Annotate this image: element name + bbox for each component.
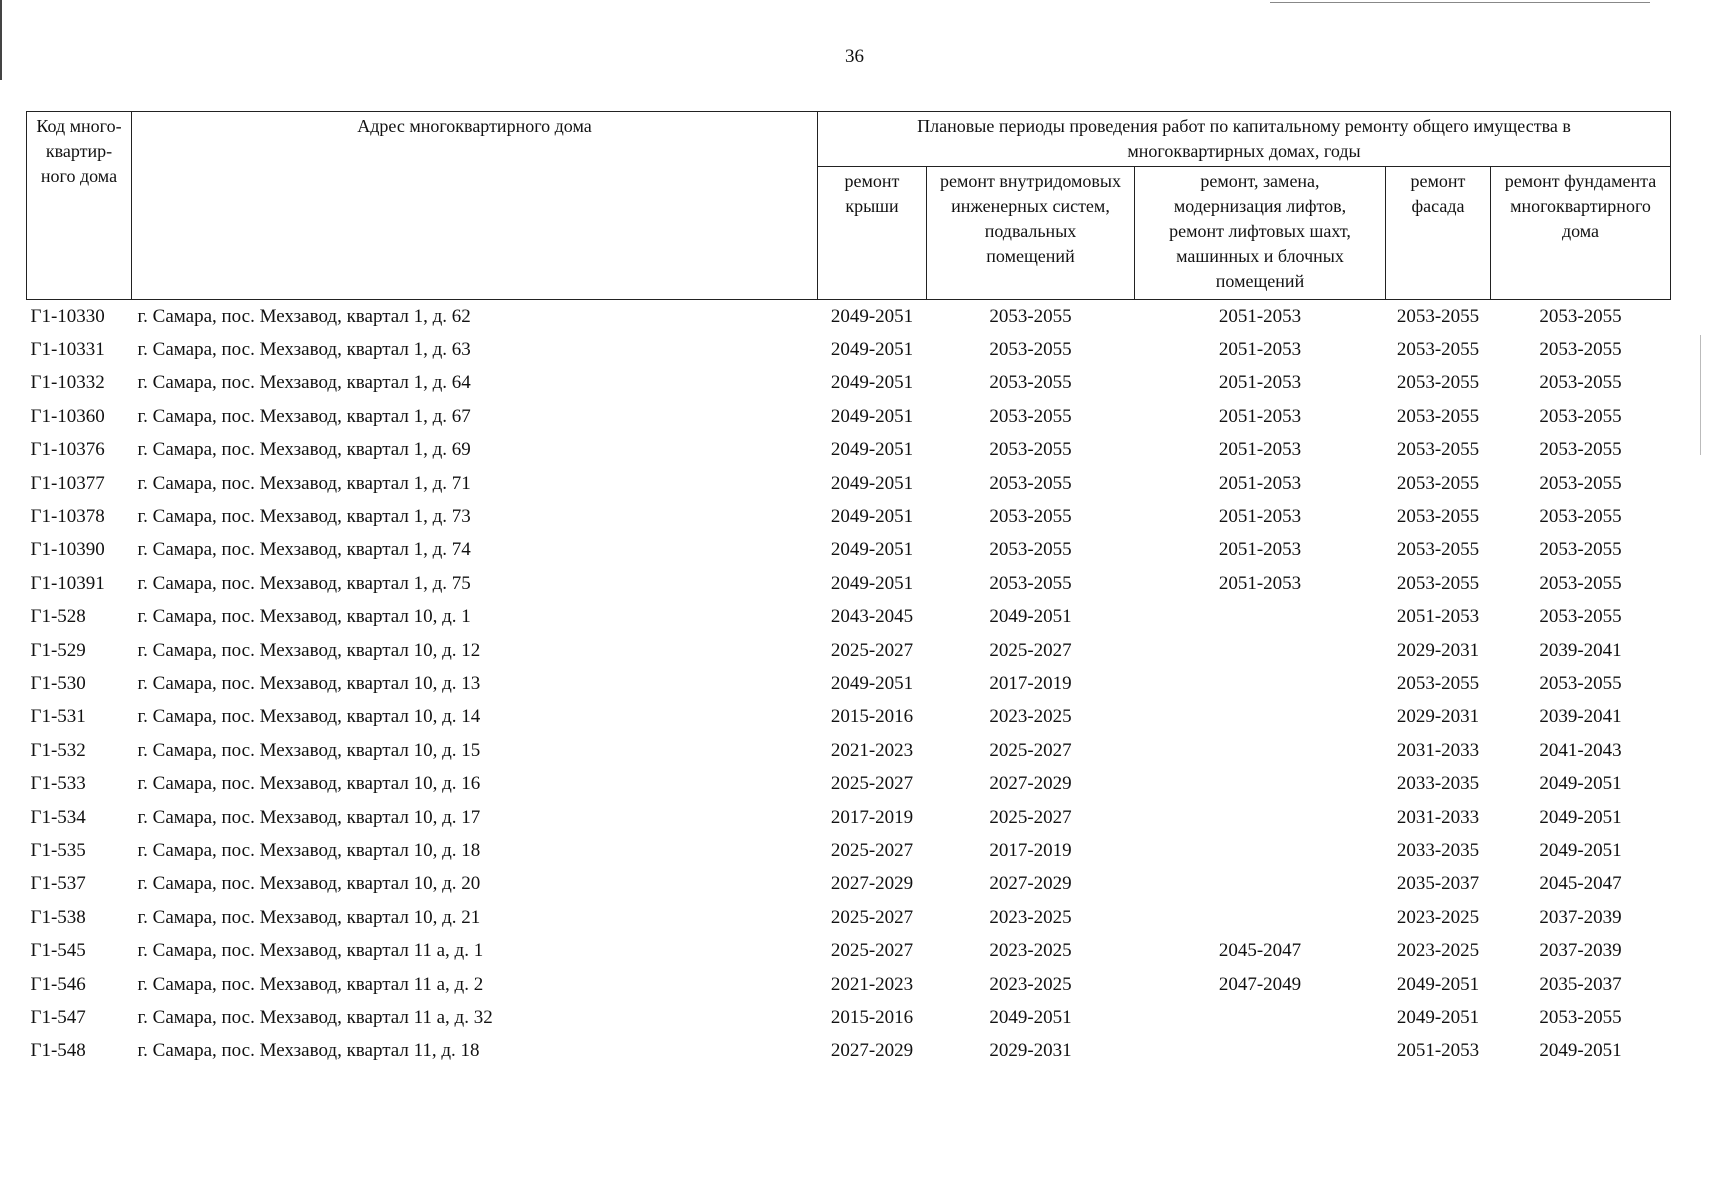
cell-code: Г1-531 <box>30 706 86 728</box>
cell-address: г. Самара, пос. Мехзавод, квартал 10, д. 15 <box>137 739 481 761</box>
cell-foundation: 2053-2055 <box>1539 472 1622 494</box>
cell-lifts: 2051-2053 <box>1218 405 1302 427</box>
cell-address: г. Самара, пос. Мехзавод, квартал 1, д. 67 <box>137 405 471 427</box>
cell-code: Г1-538 <box>30 906 86 928</box>
table-row <box>27 534 1671 567</box>
cell-systems: 2049-2051 <box>989 606 1072 628</box>
cell-address: г. Самара, пос. Мехзавод, квартал 1, д. 71 <box>137 472 471 494</box>
cell-address: г. Самара, пос. Мехзавод, квартал 1, д. 62 <box>137 305 471 327</box>
cell-roof: 2025-2027 <box>830 940 914 962</box>
cell-lifts <box>1135 667 1386 700</box>
cell-lifts: 2051-2053 <box>1218 339 1302 361</box>
cell-lifts <box>1135 1001 1386 1034</box>
cell-code: Г1-548 <box>30 1040 86 1062</box>
cell-address: г. Самара, пос. Мехзавод, квартал 10, д. 17 <box>137 806 481 828</box>
cell-lifts <box>1135 701 1386 734</box>
cell-address: г. Самара, пос. Мехзавод, квартал 10, д. 16 <box>137 773 481 795</box>
cell-foundation: 2035-2037 <box>1539 973 1622 995</box>
cell-code: Г1-532 <box>30 739 86 761</box>
cell-facade: 2049-2051 <box>1396 973 1480 995</box>
cell-lifts <box>1135 767 1386 800</box>
table-row <box>27 901 1671 934</box>
cell-systems: 2053-2055 <box>989 305 1072 327</box>
table-row <box>27 634 1671 667</box>
cell-foundation: 2053-2055 <box>1539 405 1622 427</box>
cell-address: г. Самара, пос. Мехзавод, квартал 10, д. 18 <box>137 839 481 861</box>
cell-address: г. Самара, пос. Мехзавод, квартал 1, д. 64 <box>137 372 471 394</box>
cell-systems: 2025-2027 <box>989 639 1072 661</box>
cell-foundation: 2039-2041 <box>1539 639 1622 661</box>
cell-facade: 2053-2055 <box>1396 472 1480 494</box>
cell-address: г. Самара, пос. Мехзавод, квартал 10, д. 20 <box>137 873 481 895</box>
cell-roof: 2049-2051 <box>830 472 914 494</box>
cell-roof: 2049-2051 <box>830 539 914 561</box>
cell-roof: 2049-2051 <box>830 506 914 528</box>
cell-facade: 2029-2031 <box>1396 706 1480 728</box>
cell-systems: 2053-2055 <box>989 439 1072 461</box>
cell-lifts <box>1135 734 1386 767</box>
cell-facade: 2053-2055 <box>1396 506 1480 528</box>
cell-code: Г1-529 <box>30 639 86 661</box>
cell-foundation: 2053-2055 <box>1539 1006 1622 1028</box>
cell-lifts <box>1135 634 1386 667</box>
cell-systems: 2029-2031 <box>989 1040 1072 1062</box>
cell-foundation: 2053-2055 <box>1539 506 1622 528</box>
header-lifts: ремонт, замена, модернизация лифтов, ремонт лифтовых шахт, машинных и блочных помещений <box>1135 167 1386 300</box>
page-number: 36 <box>845 46 864 67</box>
cell-foundation: 2039-2041 <box>1539 706 1622 728</box>
cell-facade: 2023-2025 <box>1396 906 1480 928</box>
cell-facade: 2053-2055 <box>1396 372 1480 394</box>
cell-facade: 2051-2053 <box>1396 1040 1480 1062</box>
cell-roof: 2021-2023 <box>830 739 914 761</box>
cell-address: г. Самара, пос. Мехзавод, квартал 10, д. 12 <box>137 639 481 661</box>
cell-systems: 2053-2055 <box>989 339 1072 361</box>
cell-address: г. Самара, пос. Мехзавод, квартал 1, д. 74 <box>137 539 471 561</box>
cell-address: г. Самара, пос. Мехзавод, квартал 10, д. 1 <box>137 606 471 628</box>
cell-address: г. Самара, пос. Мехзавод, квартал 10, д. 21 <box>137 906 481 928</box>
repair-schedule-table <box>26 111 1671 1068</box>
cell-roof: 2015-2016 <box>830 706 914 728</box>
table-row <box>27 400 1671 433</box>
cell-facade: 2053-2055 <box>1396 539 1480 561</box>
cell-address: г. Самара, пос. Мехзавод, квартал 11 а, д. 1 <box>137 940 484 962</box>
table-row <box>27 801 1671 834</box>
cell-roof: 2043-2045 <box>830 606 914 628</box>
cell-facade: 2023-2025 <box>1396 940 1480 962</box>
cell-lifts <box>1135 801 1386 834</box>
cell-code: Г1-10332 <box>30 372 105 394</box>
cell-roof: 2015-2016 <box>830 1006 914 1028</box>
cell-lifts <box>1135 1035 1386 1068</box>
scan-edge-mark <box>1700 335 1701 455</box>
cell-code: Г1-547 <box>30 1006 86 1028</box>
table-row <box>27 467 1671 500</box>
cell-systems: 2053-2055 <box>989 572 1072 594</box>
cell-systems: 2017-2019 <box>989 672 1072 694</box>
cell-address: г. Самара, пос. Мехзавод, квартал 1, д. 73 <box>137 506 471 528</box>
cell-systems: 2053-2055 <box>989 472 1072 494</box>
cell-code: Г1-545 <box>30 940 86 962</box>
cell-address: г. Самара, пос. Мехзавод, квартал 11 а, д. 32 <box>137 1006 493 1028</box>
header-code: Код много-квартир-ного дома <box>27 112 132 300</box>
cell-lifts: 2051-2053 <box>1218 439 1302 461</box>
cell-facade: 2031-2033 <box>1396 739 1480 761</box>
cell-address: г. Самара, пос. Мехзавод, квартал 1, д. 63 <box>137 339 471 361</box>
cell-lifts <box>1135 901 1386 934</box>
cell-foundation: 2049-2051 <box>1539 1040 1622 1062</box>
header-roof: ремонт крыши <box>818 167 927 300</box>
table-row <box>27 434 1671 467</box>
cell-address: г. Самара, пос. Мехзавод, квартал 11, д. 18 <box>137 1040 480 1062</box>
table-row <box>27 300 1671 334</box>
cell-code: Г1-10390 <box>30 539 105 561</box>
cell-lifts: 2045-2047 <box>1218 940 1302 962</box>
cell-foundation: 2053-2055 <box>1539 572 1622 594</box>
cell-code: Г1-537 <box>30 873 86 895</box>
cell-lifts: 2051-2053 <box>1218 472 1302 494</box>
cell-lifts: 2051-2053 <box>1218 372 1302 394</box>
table-body <box>27 300 1671 1068</box>
table-row <box>27 567 1671 600</box>
cell-roof: 2049-2051 <box>830 439 914 461</box>
cell-code: Г1-10331 <box>30 339 105 361</box>
cell-lifts: 2051-2053 <box>1218 305 1302 327</box>
cell-roof: 2049-2051 <box>830 339 914 361</box>
cell-foundation: 2037-2039 <box>1539 940 1622 962</box>
repair-schedule-table-container <box>26 111 1670 1068</box>
header-address: Адрес многоквартирного дома <box>132 112 818 300</box>
cell-facade: 2029-2031 <box>1396 639 1480 661</box>
cell-lifts <box>1135 868 1386 901</box>
cell-roof: 2049-2051 <box>830 672 914 694</box>
cell-systems: 2023-2025 <box>989 906 1072 928</box>
cell-roof: 2025-2027 <box>830 773 914 795</box>
cell-facade: 2053-2055 <box>1396 672 1480 694</box>
cell-facade: 2049-2051 <box>1396 1006 1480 1028</box>
cell-foundation: 2053-2055 <box>1539 305 1622 327</box>
header-foundation: ремонт фундамента многоквартирного дома <box>1491 167 1671 300</box>
table-row <box>27 968 1671 1001</box>
cell-foundation: 2041-2043 <box>1539 739 1622 761</box>
cell-roof: 2017-2019 <box>830 806 914 828</box>
cell-address: г. Самара, пос. Мехзавод, квартал 1, д. 75 <box>137 572 471 594</box>
cell-foundation: 2053-2055 <box>1539 539 1622 561</box>
cell-address: г. Самара, пос. Мехзавод, квартал 1, д. 69 <box>137 439 471 461</box>
header-periods: Плановые периоды проведения работ по капитальному ремонту общего имущества в многоквартирных домах, годы <box>818 112 1671 167</box>
scan-rule <box>1270 2 1650 3</box>
cell-systems: 2027-2029 <box>989 773 1072 795</box>
cell-code: Г1-10376 <box>30 439 105 461</box>
cell-foundation: 2053-2055 <box>1539 606 1622 628</box>
cell-foundation: 2053-2055 <box>1539 339 1622 361</box>
table-row <box>27 500 1671 533</box>
cell-facade: 2033-2035 <box>1396 839 1480 861</box>
cell-code: Г1-534 <box>30 806 86 828</box>
cell-roof: 2027-2029 <box>830 1040 914 1062</box>
cell-lifts: 2051-2053 <box>1218 539 1302 561</box>
cell-roof: 2025-2027 <box>830 639 914 661</box>
table-row <box>27 734 1671 767</box>
cell-systems: 2053-2055 <box>989 506 1072 528</box>
table-row <box>27 767 1671 800</box>
cell-foundation: 2049-2051 <box>1539 773 1622 795</box>
table-row <box>27 834 1671 867</box>
cell-lifts <box>1135 834 1386 867</box>
cell-roof: 2049-2051 <box>830 572 914 594</box>
cell-foundation: 2037-2039 <box>1539 906 1622 928</box>
table-row <box>27 701 1671 734</box>
table-row <box>27 333 1671 366</box>
cell-systems: 2027-2029 <box>989 873 1072 895</box>
cell-foundation: 2049-2051 <box>1539 839 1622 861</box>
cell-code: Г1-10330 <box>30 305 105 327</box>
cell-code: Г1-535 <box>30 839 86 861</box>
cell-facade: 2053-2055 <box>1396 339 1480 361</box>
cell-code: Г1-533 <box>30 773 86 795</box>
cell-facade: 2035-2037 <box>1396 873 1480 895</box>
cell-systems: 2025-2027 <box>989 806 1072 828</box>
cell-systems: 2017-2019 <box>989 839 1072 861</box>
cell-code: Г1-530 <box>30 672 86 694</box>
cell-facade: 2053-2055 <box>1396 439 1480 461</box>
cell-code: Г1-10378 <box>30 506 105 528</box>
header-facade: ремонт фасада <box>1386 167 1491 300</box>
cell-foundation: 2053-2055 <box>1539 372 1622 394</box>
cell-systems: 2023-2025 <box>989 973 1072 995</box>
cell-roof: 2049-2051 <box>830 405 914 427</box>
cell-roof: 2049-2051 <box>830 305 914 327</box>
cell-address: г. Самара, пос. Мехзавод, квартал 10, д. 13 <box>137 672 481 694</box>
table-row <box>27 934 1671 967</box>
table-row <box>27 367 1671 400</box>
table-row <box>27 1001 1671 1034</box>
cell-code: Г1-10391 <box>30 572 105 594</box>
cell-lifts: 2047-2049 <box>1218 973 1302 995</box>
cell-facade: 2053-2055 <box>1396 572 1480 594</box>
table-row <box>27 1035 1671 1068</box>
cell-address: г. Самара, пос. Мехзавод, квартал 10, д. 14 <box>137 706 481 728</box>
cell-roof: 2021-2023 <box>830 973 914 995</box>
cell-code: Г1-10360 <box>30 405 105 427</box>
cell-lifts: 2051-2053 <box>1218 506 1302 528</box>
cell-roof: 2027-2029 <box>830 873 914 895</box>
cell-foundation: 2045-2047 <box>1539 873 1622 895</box>
cell-systems: 2023-2025 <box>989 940 1072 962</box>
cell-systems: 2053-2055 <box>989 539 1072 561</box>
cell-facade: 2053-2055 <box>1396 305 1480 327</box>
cell-lifts <box>1135 601 1386 634</box>
cell-roof: 2025-2027 <box>830 839 914 861</box>
cell-facade: 2031-2033 <box>1396 806 1480 828</box>
table-row <box>27 601 1671 634</box>
cell-code: Г1-546 <box>30 973 86 995</box>
cell-code: Г1-10377 <box>30 472 105 494</box>
cell-foundation: 2049-2051 <box>1539 806 1622 828</box>
cell-facade: 2051-2053 <box>1396 606 1480 628</box>
cell-foundation: 2053-2055 <box>1539 439 1622 461</box>
cell-roof: 2025-2027 <box>830 906 914 928</box>
cell-systems: 2023-2025 <box>989 706 1072 728</box>
table-row <box>27 667 1671 700</box>
cell-systems: 2049-2051 <box>989 1006 1072 1028</box>
cell-systems: 2053-2055 <box>989 405 1072 427</box>
cell-systems: 2053-2055 <box>989 372 1072 394</box>
cell-facade: 2053-2055 <box>1396 405 1480 427</box>
scan-edge-mark <box>0 0 2 80</box>
table-header <box>27 112 1671 300</box>
cell-roof: 2049-2051 <box>830 372 914 394</box>
cell-lifts: 2051-2053 <box>1218 572 1302 594</box>
cell-foundation: 2053-2055 <box>1539 672 1622 694</box>
table-row <box>27 868 1671 901</box>
cell-systems: 2025-2027 <box>989 739 1072 761</box>
cell-address: г. Самара, пос. Мехзавод, квартал 11 а, д. 2 <box>137 973 484 995</box>
cell-code: Г1-528 <box>30 606 86 628</box>
header-systems: ремонт внутридомовых инженерных систем, подвальных помещений <box>927 167 1135 300</box>
cell-facade: 2033-2035 <box>1396 773 1480 795</box>
